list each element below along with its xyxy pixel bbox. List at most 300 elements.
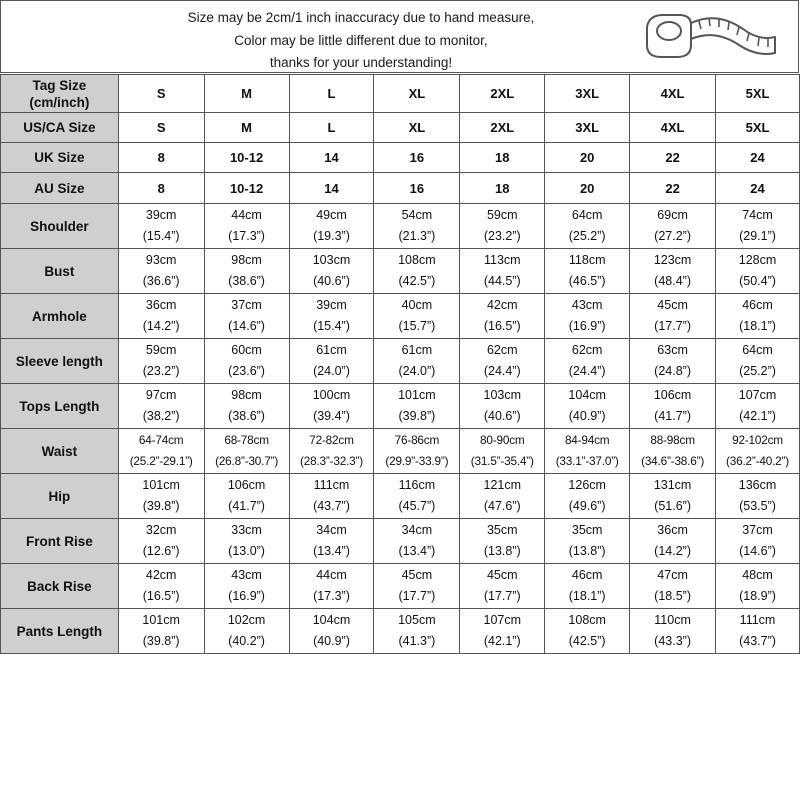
measurement-cell <box>289 564 374 609</box>
size-cell: 22 <box>630 173 716 204</box>
measurement-cell <box>545 339 630 384</box>
measurement-row <box>1 474 800 519</box>
measurement-row <box>1 384 800 429</box>
row-label: UK Size <box>1 143 119 173</box>
cm-value: 36cm <box>145 298 177 312</box>
size-cell: S <box>118 75 204 113</box>
notice-line-1: Size may be 2cm/1 inch inaccuracy due to hand measure, <box>187 10 535 25</box>
cm-value: 42cm <box>145 568 177 582</box>
measurement-cell <box>716 294 800 339</box>
measurement-cell <box>630 564 716 609</box>
inch-value: (42.1”) <box>483 634 521 648</box>
cm-value: 108cm <box>398 253 436 267</box>
cm-value: 42cm <box>486 298 518 312</box>
row-label: Shoulder <box>1 204 119 249</box>
size-cell: 5XL <box>716 113 800 143</box>
inch-value: (24.0”) <box>313 364 350 378</box>
measurement-cell <box>118 204 204 249</box>
measurement-cell <box>118 429 204 474</box>
measurement-cell <box>289 519 374 564</box>
inch-value: (15.4”) <box>142 229 180 243</box>
cm-value: 76-86cm <box>394 433 440 447</box>
inch-value: (25.2”) <box>568 229 606 243</box>
cm-value: 64cm <box>742 343 773 357</box>
inch-value: (24.8”) <box>654 364 691 378</box>
measurement-cell <box>118 519 204 564</box>
cm-value: 64cm <box>571 208 603 222</box>
measurement-cell <box>460 564 545 609</box>
size-cell: 5XL <box>716 75 800 113</box>
row-label: Tops Length <box>1 384 119 429</box>
inch-value: (23.2”) <box>142 364 180 378</box>
inch-value: (24.4”) <box>568 364 606 378</box>
size-cell: 24 <box>716 173 800 204</box>
cm-value: 101cm <box>398 388 436 402</box>
cm-value: 59cm <box>486 208 518 222</box>
cm-value: 45cm <box>486 568 518 582</box>
row-label: US/CA Size <box>1 113 119 143</box>
measurement-cell <box>716 339 800 384</box>
measurement-cell <box>630 519 716 564</box>
cm-value: 111cm <box>739 613 776 627</box>
measurement-cell <box>545 204 630 249</box>
inch-value: (41.7”) <box>654 409 691 423</box>
inch-value: (23.6”) <box>228 364 265 378</box>
measurement-row <box>1 609 800 654</box>
row-label: AU Size <box>1 173 119 204</box>
size-cell: L <box>289 113 374 143</box>
inch-value: (18.1”) <box>739 319 776 333</box>
measurement-cell <box>204 429 289 474</box>
measurement-cell <box>630 339 716 384</box>
cm-value: 84-94cm <box>564 433 610 447</box>
cm-value: 32cm <box>145 523 177 537</box>
measurement-cell <box>204 519 289 564</box>
measurement-cell <box>204 294 289 339</box>
cm-value: 107cm <box>738 388 777 402</box>
inch-value: (24.0”) <box>398 364 436 378</box>
size-row <box>1 173 800 204</box>
measurement-cell <box>118 294 204 339</box>
measurement-cell <box>118 249 204 294</box>
cm-value: 61cm <box>316 343 347 357</box>
notice-header <box>0 0 799 73</box>
inch-value: (15.7”) <box>398 319 436 333</box>
cm-value: 107cm <box>483 613 522 627</box>
inch-value: (16.5”) <box>142 589 180 603</box>
measurement-cell <box>374 294 460 339</box>
cm-value: 104cm <box>568 388 606 402</box>
measurement-cell <box>289 474 374 519</box>
measurement-cell <box>630 609 716 654</box>
size-cell: 24 <box>716 143 800 173</box>
cm-value: 69cm <box>657 208 688 222</box>
cm-value: 37cm <box>231 298 262 312</box>
cm-value: 39cm <box>316 298 347 312</box>
measurement-cell <box>460 204 545 249</box>
measurement-row <box>1 204 800 249</box>
cm-value: 123cm <box>653 253 692 267</box>
measurement-cell <box>374 564 460 609</box>
inch-value: (25.2”) <box>739 364 776 378</box>
measurement-cell <box>374 204 460 249</box>
measurement-cell <box>545 429 630 474</box>
inch-value: (14.6”) <box>739 544 776 558</box>
size-cell: M <box>204 113 289 143</box>
notice-line-3: thanks for your understanding! <box>269 55 453 70</box>
measurement-row <box>1 249 800 294</box>
inch-value: (50.4”) <box>739 274 776 288</box>
measurement-cell <box>630 294 716 339</box>
inch-value: (13.4”) <box>398 544 436 558</box>
inch-value: (41.7”) <box>228 499 265 513</box>
inch-value: (44.5”) <box>483 274 521 288</box>
inch-value: (46.5”) <box>568 274 606 288</box>
measurement-cell <box>460 429 545 474</box>
cm-value: 34cm <box>316 523 347 537</box>
inch-value: (14.2”) <box>142 319 180 333</box>
measurement-cell <box>716 204 800 249</box>
measurement-cell <box>204 564 289 609</box>
cm-value: 37cm <box>742 523 773 537</box>
inch-value: (40.9”) <box>313 634 350 648</box>
measurement-cell <box>118 609 204 654</box>
inch-value: (40.6”) <box>483 409 521 423</box>
cm-value: 44cm <box>231 208 262 222</box>
cm-value: 68-78cm <box>224 433 269 447</box>
cm-value: 111cm <box>313 478 350 492</box>
inch-value: (17.7”) <box>483 589 521 603</box>
cm-value: 97cm <box>145 388 177 402</box>
size-cell: 14 <box>289 143 374 173</box>
measurement-cell <box>630 474 716 519</box>
size-cell: XL <box>374 75 460 113</box>
row-label: Front Rise <box>1 519 119 564</box>
inch-value: (21.3”) <box>398 229 436 243</box>
size-cell: 4XL <box>630 113 716 143</box>
cm-value: 43cm <box>231 568 262 582</box>
notice-line-2: Color may be little different due to monitor, <box>234 32 488 48</box>
measurement-cell <box>204 249 289 294</box>
cm-value: 113cm <box>483 253 521 267</box>
cm-value: 101cm <box>142 478 180 492</box>
cm-value: 45cm <box>401 568 433 582</box>
inch-value: (43.7”) <box>739 634 776 648</box>
measurement-cell <box>204 339 289 384</box>
inch-value: (16.9”) <box>568 319 606 333</box>
cm-value: 72-82cm <box>309 433 354 447</box>
row-label: Pants Length <box>1 609 119 654</box>
measurement-cell <box>204 474 289 519</box>
inch-value: (29.1”) <box>739 229 776 243</box>
inch-value: (40.9”) <box>568 409 606 423</box>
measurement-cell <box>545 474 630 519</box>
inch-value: (42.5”) <box>568 634 606 648</box>
cm-value: 46cm <box>571 568 603 582</box>
measurement-cell <box>545 384 630 429</box>
inch-value: (39.8”) <box>398 409 436 423</box>
cm-value: 44cm <box>316 568 347 582</box>
size-cell: L <box>289 75 374 113</box>
cm-value: 39cm <box>145 208 177 222</box>
size-cell: 16 <box>374 143 460 173</box>
cm-value: 45cm <box>657 298 688 312</box>
inch-value: (40.2”) <box>228 634 265 648</box>
size-cell: M <box>204 75 289 113</box>
cm-value: 88-98cm <box>650 433 695 447</box>
inch-value: (38.6”) <box>228 274 265 288</box>
size-row <box>1 75 800 113</box>
cm-value: 121cm <box>483 478 522 492</box>
measurement-cell <box>545 294 630 339</box>
inch-value: (17.7”) <box>398 589 436 603</box>
cm-value: 98cm <box>231 253 262 267</box>
measurement-cell <box>716 249 800 294</box>
size-cell: 3XL <box>545 75 630 113</box>
inch-value: (19.3”) <box>313 229 350 243</box>
measurement-cell <box>460 294 545 339</box>
inch-value: (53.5”) <box>739 499 776 513</box>
size-cell: 18 <box>460 173 545 204</box>
cm-value: 80-90cm <box>480 433 525 447</box>
inch-value: (26.8”-30.7”) <box>215 454 279 468</box>
measurement-cell <box>118 474 204 519</box>
measurement-cell <box>716 384 800 429</box>
measurement-cell <box>716 474 800 519</box>
measurement-cell <box>204 609 289 654</box>
inch-value: (39.8”) <box>142 634 180 648</box>
measurement-cell <box>630 249 716 294</box>
inch-value: (13.8”) <box>483 544 521 558</box>
measurement-row <box>1 429 800 474</box>
measurement-cell <box>374 519 460 564</box>
measurement-cell <box>289 339 374 384</box>
cm-value: 118cm <box>568 253 606 267</box>
measurement-cell <box>118 384 204 429</box>
cm-value: 108cm <box>568 613 606 627</box>
cm-value: 47cm <box>657 568 688 582</box>
measurement-cell <box>545 564 630 609</box>
size-row <box>1 143 800 173</box>
measurement-row <box>1 339 800 384</box>
size-cell: 16 <box>374 173 460 204</box>
inch-value: (49.6”) <box>568 499 606 513</box>
measurement-cell <box>374 249 460 294</box>
inch-value: (43.3”) <box>654 634 691 648</box>
measurement-cell <box>460 519 545 564</box>
inch-value: (17.3”) <box>313 589 350 603</box>
inch-value: (14.2”) <box>654 544 691 558</box>
measurement-cell <box>460 384 545 429</box>
size-chart-table <box>0 74 800 654</box>
measurement-cell <box>545 609 630 654</box>
row-label: Bust <box>1 249 119 294</box>
inch-value: (48.4”) <box>654 274 691 288</box>
inch-value: (36.6”) <box>142 274 180 288</box>
inch-value: (33.1”-37.0”) <box>555 454 619 468</box>
cm-value: 105cm <box>398 613 436 627</box>
inch-value: (40.6”) <box>313 274 350 288</box>
cm-value: 131cm <box>653 478 692 492</box>
inch-value: (13.8”) <box>568 544 606 558</box>
inch-value: (15.4”) <box>313 319 350 333</box>
measurement-cell <box>204 384 289 429</box>
cm-value: 92-102cm <box>732 433 783 447</box>
cm-value: 106cm <box>227 478 266 492</box>
cm-value: 128cm <box>738 253 777 267</box>
size-cell: 20 <box>545 143 630 173</box>
cm-value: 48cm <box>742 568 773 582</box>
measurement-cell <box>289 294 374 339</box>
cm-value: 33cm <box>231 523 262 537</box>
size-cell: 2XL <box>460 113 545 143</box>
inch-value: (29.9”-33.9”) <box>385 454 449 468</box>
cm-value: 62cm <box>571 343 603 357</box>
cm-value: 110cm <box>654 613 691 627</box>
size-cell: 22 <box>630 143 716 173</box>
cm-value: 136cm <box>738 478 777 492</box>
inch-value: (13.0”) <box>228 544 265 558</box>
row-label: Sleeve length <box>1 339 119 384</box>
cm-value: 60cm <box>231 343 262 357</box>
measurement-cell <box>374 609 460 654</box>
measurement-cell <box>716 429 800 474</box>
inch-value: (34.6”-38.6”) <box>641 454 705 468</box>
cm-value: 93cm <box>145 253 177 267</box>
row-label: Tag Size (cm/inch) <box>1 75 119 113</box>
row-label: Waist <box>1 429 119 474</box>
size-cell: 8 <box>118 173 204 204</box>
cm-value: 100cm <box>312 388 351 402</box>
inch-value: (13.4”) <box>313 544 350 558</box>
measurement-cell <box>289 204 374 249</box>
measurement-cell <box>374 429 460 474</box>
inch-value: (25.2”-29.1”) <box>129 454 193 468</box>
size-cell: 3XL <box>545 113 630 143</box>
size-cell: 18 <box>460 143 545 173</box>
measurement-cell <box>289 384 374 429</box>
inch-value: (23.2”) <box>483 229 521 243</box>
cm-value: 64-74cm <box>138 433 184 447</box>
inch-value: (45.7”) <box>398 499 436 513</box>
cm-value: 116cm <box>398 478 436 492</box>
measurement-row <box>1 564 800 609</box>
inch-value: (36.2”-40.2”) <box>726 454 789 468</box>
measurement-cell <box>716 519 800 564</box>
inch-value: (17.7”) <box>654 319 691 333</box>
size-cell: 14 <box>289 173 374 204</box>
inch-value: (43.7”) <box>313 499 350 513</box>
inch-value: (24.4”) <box>483 364 521 378</box>
measurement-cell <box>289 249 374 294</box>
measuring-tape-icon <box>639 7 779 67</box>
measurement-cell <box>118 564 204 609</box>
inch-value: (18.1”) <box>568 589 606 603</box>
inch-value: (51.6”) <box>654 499 691 513</box>
inch-value: (27.2”) <box>654 229 691 243</box>
measurement-cell <box>289 429 374 474</box>
measurement-cell <box>716 609 800 654</box>
size-cell: 8 <box>118 143 204 173</box>
inch-value: (42.5”) <box>398 274 436 288</box>
cm-value: 98cm <box>231 388 262 402</box>
inch-value: (38.2”) <box>142 409 180 423</box>
measurement-cell <box>374 339 460 384</box>
inch-value: (47.6”) <box>483 499 521 513</box>
measurement-cell <box>460 474 545 519</box>
cm-value: 106cm <box>653 388 692 402</box>
measurement-cell <box>460 249 545 294</box>
size-cell: 2XL <box>460 75 545 113</box>
measurement-cell <box>716 564 800 609</box>
inch-value: (39.4”) <box>313 409 350 423</box>
cm-value: 36cm <box>657 523 688 537</box>
notice-text <box>141 7 581 75</box>
row-label: Armhole <box>1 294 119 339</box>
inch-value: (38.6”) <box>228 409 265 423</box>
size-cell: 20 <box>545 173 630 204</box>
cm-value: 35cm <box>571 523 603 537</box>
size-cell: S <box>118 113 204 143</box>
inch-value: (18.5”) <box>654 589 691 603</box>
measurement-cell <box>630 429 716 474</box>
cm-value: 61cm <box>401 343 433 357</box>
measurement-cell <box>374 384 460 429</box>
cm-value: 49cm <box>316 208 347 222</box>
measurement-cell <box>630 204 716 249</box>
row-label: Hip <box>1 474 119 519</box>
cm-value: 35cm <box>486 523 518 537</box>
size-cell: 10-12 <box>204 143 289 173</box>
measurement-row <box>1 294 800 339</box>
size-cell: XL <box>374 113 460 143</box>
measurement-cell <box>204 204 289 249</box>
inch-value: (12.6”) <box>142 544 180 558</box>
cm-value: 103cm <box>312 253 351 267</box>
measurement-row <box>1 519 800 564</box>
cm-value: 101cm <box>142 613 180 627</box>
measurement-cell <box>545 519 630 564</box>
measurement-cell <box>374 474 460 519</box>
inch-value: (17.3”) <box>228 229 265 243</box>
size-cell: 4XL <box>630 75 716 113</box>
measurement-cell <box>460 339 545 384</box>
inch-value: (42.1”) <box>739 409 776 423</box>
measurement-cell <box>118 339 204 384</box>
size-cell: 10-12 <box>204 173 289 204</box>
inch-value: (16.5”) <box>483 319 521 333</box>
row-label: Back Rise <box>1 564 119 609</box>
cm-value: 126cm <box>568 478 606 492</box>
cm-value: 59cm <box>145 343 177 357</box>
cm-value: 40cm <box>401 298 433 312</box>
inch-value: (31.5”-35.4”) <box>470 454 534 468</box>
cm-value: 104cm <box>312 613 351 627</box>
cm-value: 54cm <box>401 208 433 222</box>
inch-value: (28.3”-32.3”) <box>300 454 363 468</box>
measurement-cell <box>630 384 716 429</box>
cm-value: 102cm <box>227 613 266 627</box>
cm-value: 74cm <box>742 208 773 222</box>
measurement-cell <box>289 609 374 654</box>
cm-value: 43cm <box>571 298 603 312</box>
inch-value: (16.9”) <box>228 589 265 603</box>
inch-value: (18.9”) <box>739 589 776 603</box>
size-row <box>1 113 800 143</box>
cm-value: 34cm <box>401 523 433 537</box>
measurement-cell <box>545 249 630 294</box>
inch-value: (41.3”) <box>398 634 436 648</box>
